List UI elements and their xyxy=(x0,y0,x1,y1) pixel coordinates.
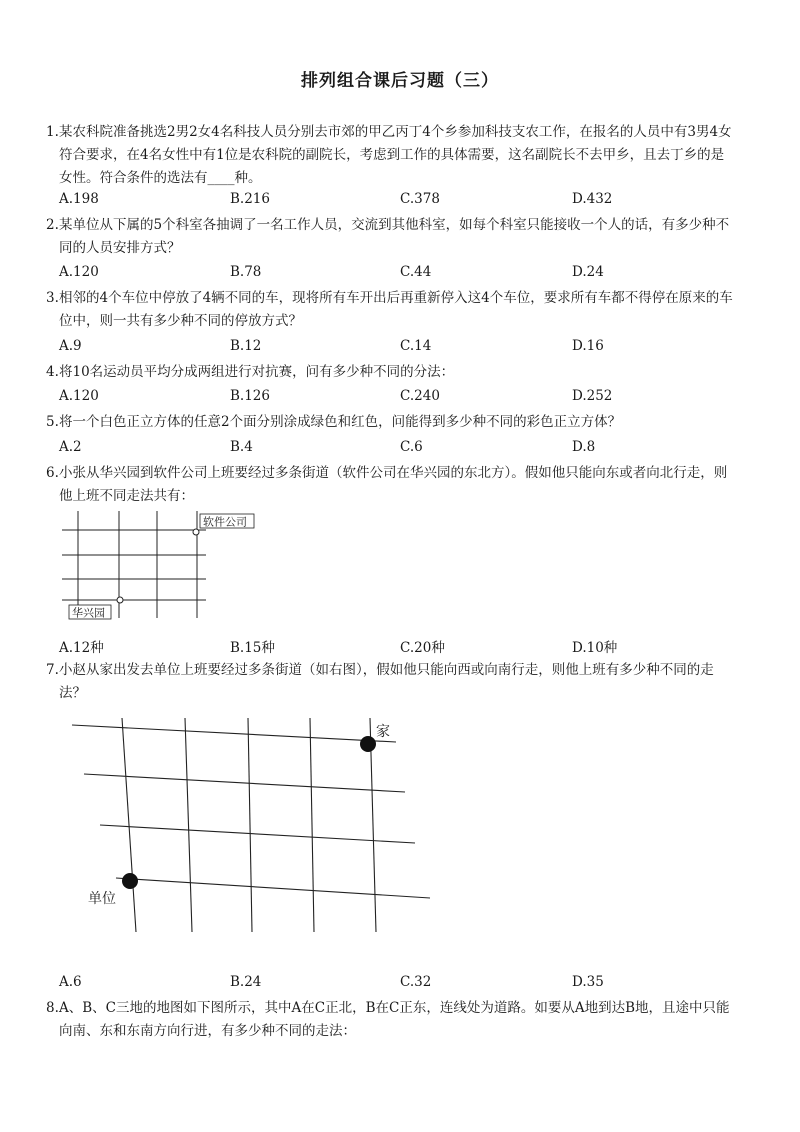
start-label: 华兴园 xyxy=(72,606,105,620)
question-number: 2. xyxy=(46,217,59,233)
option-d: D.24 xyxy=(572,264,604,280)
option-a: A.120 xyxy=(59,264,99,280)
office-point xyxy=(122,873,138,889)
question-number: 4. xyxy=(46,364,59,380)
option-d: D.35 xyxy=(572,974,604,990)
option-a: A.6 xyxy=(59,974,82,990)
question-1 xyxy=(46,121,736,190)
question-number: 7. xyxy=(46,662,59,678)
option-b: B.24 xyxy=(230,974,262,990)
option-a: A.120 xyxy=(59,388,99,404)
question-number: 8. xyxy=(46,1000,59,1016)
option-d: D.252 xyxy=(572,388,613,404)
question-text: 相邻的4个车位中停放了4辆不同的车，现将所有车开出后再重新停入这4个车位，要求所有车都不得停在原来的车位中，则一共有多少种不同的停放方式？ xyxy=(59,290,733,329)
home-point xyxy=(360,736,376,752)
question-text: 某单位从下属的5个科室各抽调了一名工作人员，交流到其他科室，如每个科室只能接收一个人的话，有多少种不同的人员安排方式？ xyxy=(59,217,730,256)
home-label: 家 xyxy=(376,724,390,740)
option-a: A.198 xyxy=(59,191,99,207)
start-point xyxy=(117,597,123,603)
question-3 xyxy=(46,287,736,333)
options-1 xyxy=(59,191,739,211)
question-text: A、B、C三地的地图如下图所示，其中A在C正北，B在C正东，连线处为道路。如要从A地到达B地，且途中只能向南、东和东南方向行进，有多少种不同的走法： xyxy=(59,1000,730,1039)
options-7 xyxy=(59,974,739,994)
question-number: 5. xyxy=(46,414,59,430)
options-5 xyxy=(59,439,739,459)
page-title: 排列组合课后习题（三） xyxy=(301,71,499,91)
option-c: C.14 xyxy=(400,338,432,354)
options-6 xyxy=(59,636,739,656)
question-5 xyxy=(46,411,736,434)
option-b: B.78 xyxy=(230,264,262,280)
end-label: 软件公司 xyxy=(203,515,247,529)
question-7 xyxy=(46,659,736,705)
question-text: 小张从华兴园到软件公司上班要经过多条街道（软件公司在华兴园的东北方）。假如他只能向东或者向北行走，则他上班不同走法共有： xyxy=(59,465,728,504)
option-c: C.44 xyxy=(400,264,432,280)
option-c: C.240 xyxy=(400,388,440,404)
option-d: D.8 xyxy=(572,439,596,455)
option-c: C.20种 xyxy=(400,640,445,656)
options-4 xyxy=(59,388,739,408)
option-d: D.16 xyxy=(572,338,604,354)
end-point xyxy=(193,529,199,535)
options-3 xyxy=(59,338,739,358)
street-grid-figure-6 xyxy=(58,508,268,623)
option-d: D.10种 xyxy=(572,640,618,656)
option-a: A.2 xyxy=(59,439,82,455)
options-2 xyxy=(59,264,739,284)
question-2 xyxy=(46,214,736,260)
option-a: A.12种 xyxy=(59,640,104,656)
option-b: B.126 xyxy=(230,388,270,404)
street-grid-figure-7 xyxy=(70,710,450,945)
option-c: C.32 xyxy=(400,974,432,990)
option-b: B.216 xyxy=(230,191,270,207)
option-c: C.6 xyxy=(400,439,423,455)
question-4 xyxy=(46,361,736,384)
question-number: 6. xyxy=(46,465,59,481)
option-b: B.15种 xyxy=(230,640,275,656)
question-text: 小赵从家出发去单位上班要经过多条街道（如右图），假如他只能向西或向南行走，则他上班有多少种不同的走法？ xyxy=(59,662,714,701)
question-number: 3. xyxy=(46,290,59,306)
option-b: B.12 xyxy=(230,338,262,354)
option-d: D.432 xyxy=(572,191,613,207)
office-label: 单位 xyxy=(88,891,116,907)
question-8 xyxy=(46,997,736,1043)
option-a: A.9 xyxy=(59,338,82,354)
question-text: 将一个白色正立方体的任意2个面分别涂成绿色和红色，问能得到多少种不同的彩色正立方体？ xyxy=(59,414,622,430)
question-6 xyxy=(46,462,736,508)
option-c: C.378 xyxy=(400,191,440,207)
question-text: 某农科院准备挑选2男2女4名科技人员分别去市郊的甲乙丙丁4个乡参加科技支农工作，在报名的人员中有3男4女符合要求，在4名女性中有1位是农科院的副院长，考虑到工作的具体需要，这名副院长不去甲乡，且去丁乡的是女性。符合条件的选法有____种。 xyxy=(59,124,732,186)
question-text: 将10名运动员平均分成两组进行对抗赛，问有多少种不同的分法： xyxy=(59,364,455,380)
option-b: B.4 xyxy=(230,439,253,455)
question-number: 1. xyxy=(46,124,59,140)
